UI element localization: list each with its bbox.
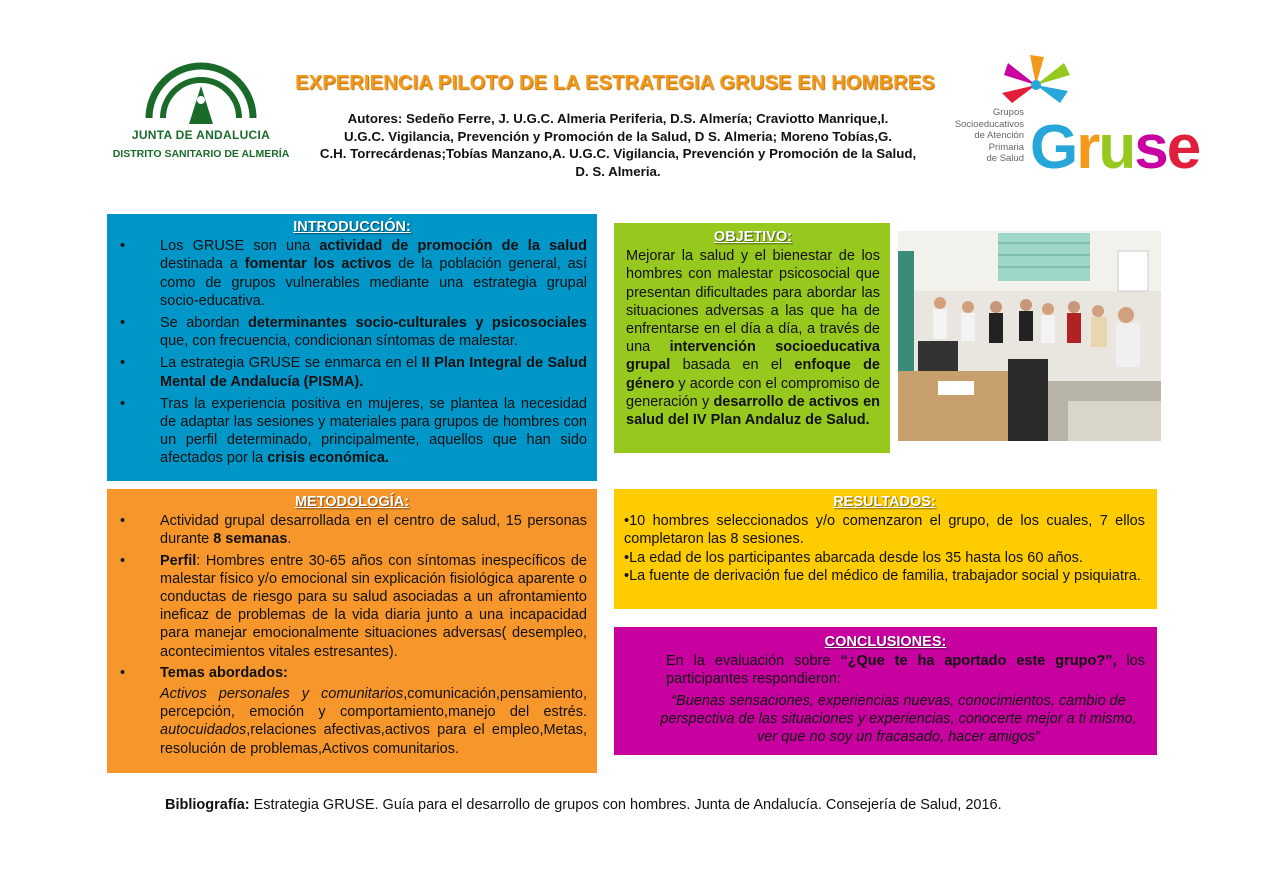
objetivo-segment: desarrollo de activos en salud del IV Plan Andaluz de Salud. [626, 393, 880, 429]
metodologia-item [117, 552, 587, 661]
group-session-illustration [898, 231, 1161, 441]
gruse-letter: r [1076, 113, 1099, 182]
metodologia-item [117, 664, 587, 682]
introduccion-segment: crisis económica. [267, 450, 389, 467]
metodologia-item [117, 512, 587, 548]
introduccion-segment: determinantes socio-culturales y psicosociales [247, 315, 587, 332]
metodologia-segment: Actividad grupal desarrollada en el centro de salud, 15 personas durante [160, 513, 587, 548]
introduccion-title: INTRODUCCIÓN: [293, 219, 411, 235]
bullet-icon: • [120, 395, 126, 412]
objetivo-segment: Mejorar la salud y el bienestar de los hombres con malestar psicosocial que presentan dificultades para abordar las situaciones adversas a las que ha de enfrentarse en el día a día, a través de una [626, 248, 880, 356]
gruse-brand-word [1030, 113, 1200, 182]
metodologia-title: METODOLOGÍA: [294, 494, 410, 510]
introduccion-segment: Tras la experiencia positiva en mujeres, se plantea la necesidad de adaptar las sesiones y materiales para grupos de hombres con un perfil determinado, principalmente, aquellos que han sido afectados por la [160, 395, 587, 467]
bullet-icon: • [120, 238, 126, 255]
metodologia-list [117, 512, 587, 682]
introduccion-box [107, 214, 597, 481]
introduccion-list [117, 237, 587, 467]
bullet-icon: • [120, 355, 126, 372]
temas-abordados-text [117, 685, 587, 758]
metodologia-segment: : Hombres entre 30-65 años con síntomas inespecíficos de malestar físico y/o emocional sin explicación fisiológica aparente o conductas de riesgo para su salud asociadas a un afrontamiento ineficaz de problemas de la vida diaria junto a una incapacidad para manejar emocionalmente situaciones adversas( desempleo, acontecimientos vitales estresantes). [160, 552, 587, 660]
introduccion-segment: actividad de promoción de la salud [319, 238, 587, 255]
pinwheel-people-icon [990, 45, 1082, 115]
gruse-letter: e [1166, 113, 1200, 182]
conclusiones-quote: “Buenas sensaciones, experiencias nuevas, conocimientos, cambio de perspectiva de las situaciones y experiencias, conocerte mejor a ti mismo, ver que no soy un fracasado, hacer amigos” [660, 692, 1137, 746]
bullet-icon: • [120, 664, 126, 681]
introduccion-item [117, 314, 587, 350]
authors-block [298, 110, 938, 180]
bullet-icon: • [120, 315, 126, 332]
conclusiones-lead [626, 652, 1145, 688]
author-line: Autores: Sedeño Ferre, J. U.G.C. Almeria Periferia, D.S. Almería; Craviotto Manrique,I. [347, 111, 889, 126]
resultado-line-3: •La fuente de derivación fue del médico de familia, trabajador social y psiquiatra. [624, 567, 1141, 584]
gruse-letter: u [1098, 113, 1135, 182]
metodologia-box [107, 489, 597, 773]
conclusiones-segment: En la evaluación sobre [666, 653, 841, 670]
introduccion-segment: de la población general, así como de grupos vulnerables mediante una estrategia grupal socio-educativa. [160, 256, 587, 309]
objetivo-segment: enfoque de género [626, 357, 880, 392]
gruse-small-line: de Atención [974, 130, 1024, 141]
metodologia-segment: Temas abordados: [160, 664, 288, 681]
poster-title: EXPERIENCIA PILOTO DE LA ESTRATEGIA GRUSE EN HOMBRES [295, 72, 935, 94]
distrito-sanitario-label: DISTRITO SANITARIO DE ALMERÍA [112, 148, 290, 160]
temas-segment: ,comunicación,pensamiento, percepción, emoción y comportamiento,manejo del estrés. [160, 686, 587, 721]
junta-andalucia-logo [112, 58, 290, 168]
author-line: U.G.C. Vigilancia, Prevención y Promoción de la Salud, D S. Almeria; Moreno Tobías,G. [343, 128, 892, 144]
junta-andalucia-name: JUNTA DE ANDALUCIA [131, 128, 271, 142]
gruse-logo [952, 45, 1200, 182]
resultados-title: RESULTADOS: [833, 494, 936, 510]
temas-segment: ,relaciones afectivas,activos para el empleo,Metas, resolución de problemas,Activos comunitarios. [160, 722, 587, 757]
resultado-line-1: •10 hombres seleccionados y/o comenzaron el grupo, de los cuales, 7 ellos completaron las 8 sesiones. [624, 513, 1145, 548]
introduccion-segment: fomentar los activos [244, 256, 392, 273]
bibliografia [165, 797, 1105, 813]
bibliografia-label: Bibliografía: [165, 797, 250, 813]
introduccion-item [117, 237, 587, 310]
objetivo-segment: intervención socioeducativa grupal [626, 339, 880, 374]
conclusiones-segment: los participantes respondieron: [666, 653, 1145, 688]
group-session-photo [898, 231, 1161, 441]
bullet-icon: • [120, 513, 126, 530]
bullet-icon: • [120, 552, 126, 569]
gruse-small-text [952, 107, 1024, 165]
author-line: D. S. Almeria. [575, 163, 661, 179]
introduccion-segment: II Plan Integral de Salud Mental de Andalucía (PISMA). [160, 355, 587, 390]
conclusiones-box [614, 627, 1157, 755]
resultados-box [614, 489, 1157, 609]
gruse-small-line: de Salud [986, 153, 1024, 164]
introduccion-segment: La estrategia GRUSE se enmarca en el [160, 355, 422, 372]
junta-andalucia-emblem-icon [141, 58, 261, 126]
introduccion-segment: Los GRUSE son una [160, 238, 320, 255]
objetivo-title: OBJETIVO: [713, 229, 793, 245]
gruse-small-line: Socioeducativos [954, 118, 1024, 130]
introduccion-segment: Se abordan [160, 315, 248, 332]
metodologia-segment: 8 semanas [213, 531, 288, 548]
objetivo-segment: y acorde con el compromiso de generación y [626, 375, 880, 410]
gruse-small-line: Grupos [992, 107, 1024, 118]
author-line: C.H. Torrecárdenas;Tobías Manzano,A. U.G.C. Vigilancia, Prevención y Promoción de la Salud, [319, 146, 917, 161]
gruse-letter: s [1134, 113, 1167, 182]
bibliografia-text: Estrategia GRUSE. Guía para el desarrollo de grupos con hombres. Junta de Andalucía. Consejería de Salud, 2016. [249, 797, 1002, 813]
temas-segment: Activos personales y comunitarios [160, 686, 404, 703]
metodologia-segment: Perfil [160, 552, 197, 569]
introduccion-item [117, 354, 587, 390]
introduccion-segment: destinada a [160, 256, 245, 273]
introduccion-item [117, 395, 587, 468]
conclusiones-title: CONCLUSIONES: [824, 634, 947, 650]
gruse-letter: G [1030, 113, 1077, 182]
objetivo-box [614, 223, 890, 453]
objetivo-text [626, 247, 880, 429]
conclusiones-segment: “¿Que te ha aportado este grupo?”, [840, 653, 1117, 670]
resultado-line-2: •La edad de los participantes abarcada desde los 35 hasta los 60 años. [624, 549, 1083, 566]
gruse-small-line: Primaria [988, 141, 1024, 153]
objetivo-segment: basada en el [670, 357, 795, 374]
introduccion-segment: que, con frecuencia, condicionan síntomas de malestar. [160, 333, 518, 350]
metodologia-segment: . [287, 531, 292, 548]
temas-segment: autocuidados [160, 722, 247, 739]
